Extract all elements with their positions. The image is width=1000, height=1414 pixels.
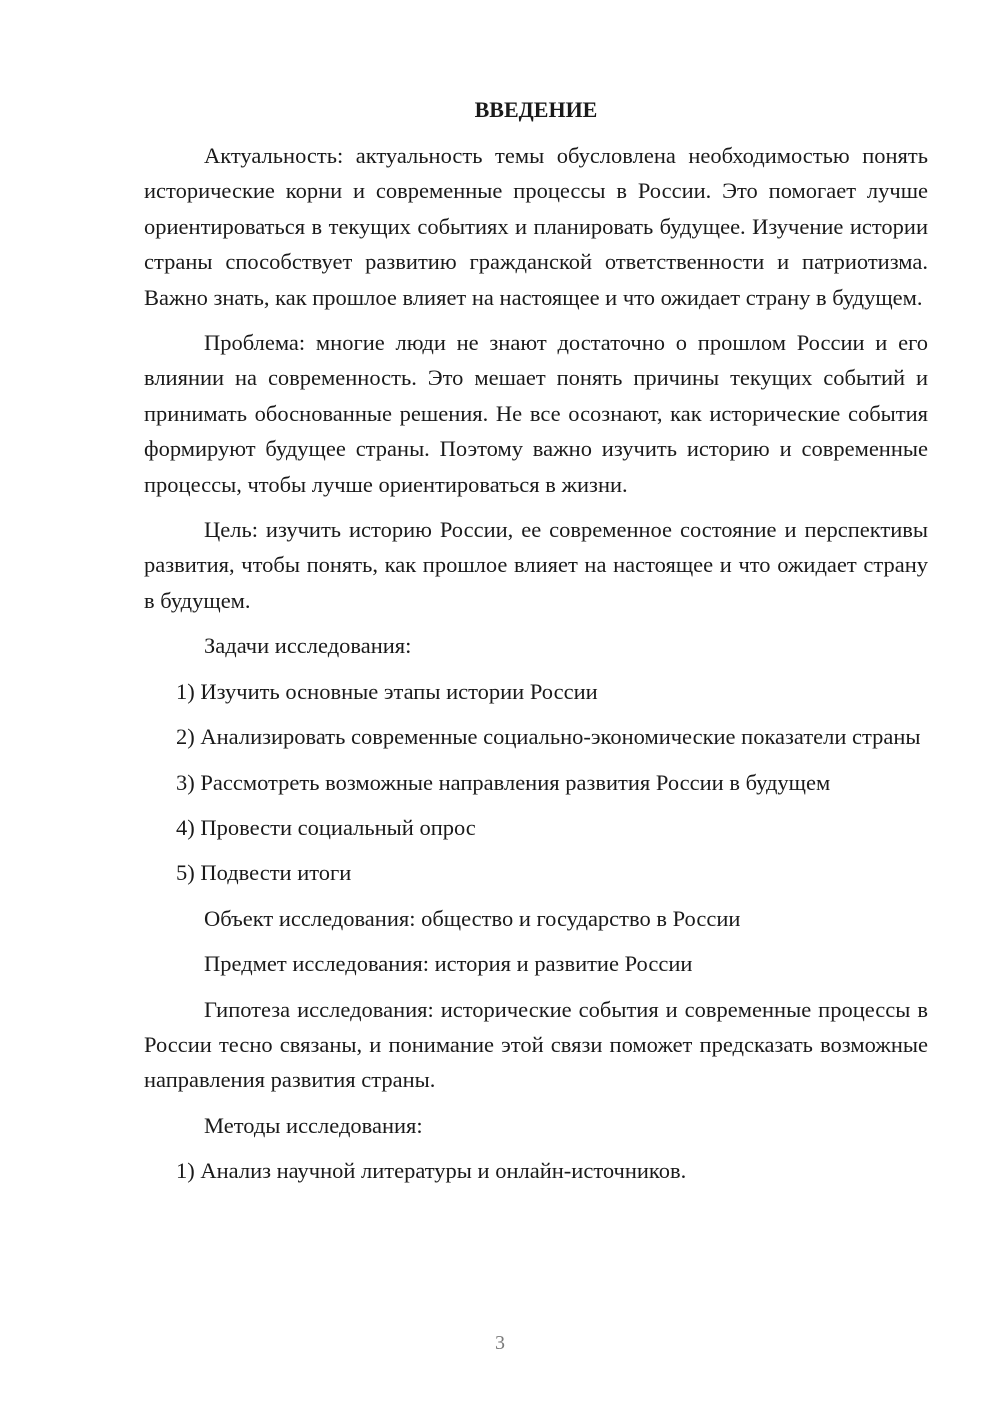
- page-content: [144, 92, 928, 1199]
- task-item: 5) Подвести итоги: [176, 860, 352, 886]
- methods-list: [144, 1153, 928, 1188]
- goal-paragraph: Цель: изучить историю России, ее современное состояние и перспективы развития, чтобы понять, как прошлое влияет на настоящее и что ожидает страну в будущем.: [144, 517, 928, 613]
- research-subject: Предмет исследования: история и развитие России: [204, 951, 693, 977]
- tasks-heading: Задачи исследования:: [204, 633, 412, 659]
- problem-paragraph: Проблема: многие люди не знают достаточно о прошлом России и его влиянии на современность. Это мешает понять причины текущих событий и принимать обоснованные решения. Не все осознают, как исторические события формируют будущее страны. Поэтому важно изучить историю и современные процессы, чтобы лучше ориентироваться в жизни.: [144, 330, 928, 497]
- hypothesis-paragraph: Гипотеза исследования: исторические события и современные процессы в России тесно связаны, и понимание этой связи поможет предсказать возможные направления развития страны.: [144, 996, 928, 1093]
- tasks-list: [144, 674, 928, 891]
- task-item: 4) Провести социальный опрос: [176, 814, 476, 840]
- methods-heading: Методы исследования:: [204, 1112, 423, 1138]
- task-item: 2) Анализировать современные социально-экономические показатели страны: [176, 724, 921, 750]
- method-item: 1) Анализ научной литературы и онлайн-источников.: [176, 1158, 687, 1184]
- task-item: 3) Рассмотреть возможные направления развития России в будущем: [176, 769, 831, 795]
- research-object: Объект исследования: общество и государство в России: [204, 905, 741, 931]
- relevance-paragraph: Актуальность: актуальность темы обусловлена необходимостью понять исторические корни и современные процессы в России. Это помогает лучше ориентироваться в текущих событиях и планировать будущее. Изучение истории страны способствует развитию гражданской ответственности и патриотизма. Важно знать, как прошлое влияет на настоящее и что ожидает страну в будущем.: [144, 143, 928, 310]
- page-number: 3: [495, 1332, 505, 1354]
- task-item: 1) Изучить основные этапы истории России: [176, 678, 598, 704]
- section-title: ВВЕДЕНИЕ: [474, 97, 598, 122]
